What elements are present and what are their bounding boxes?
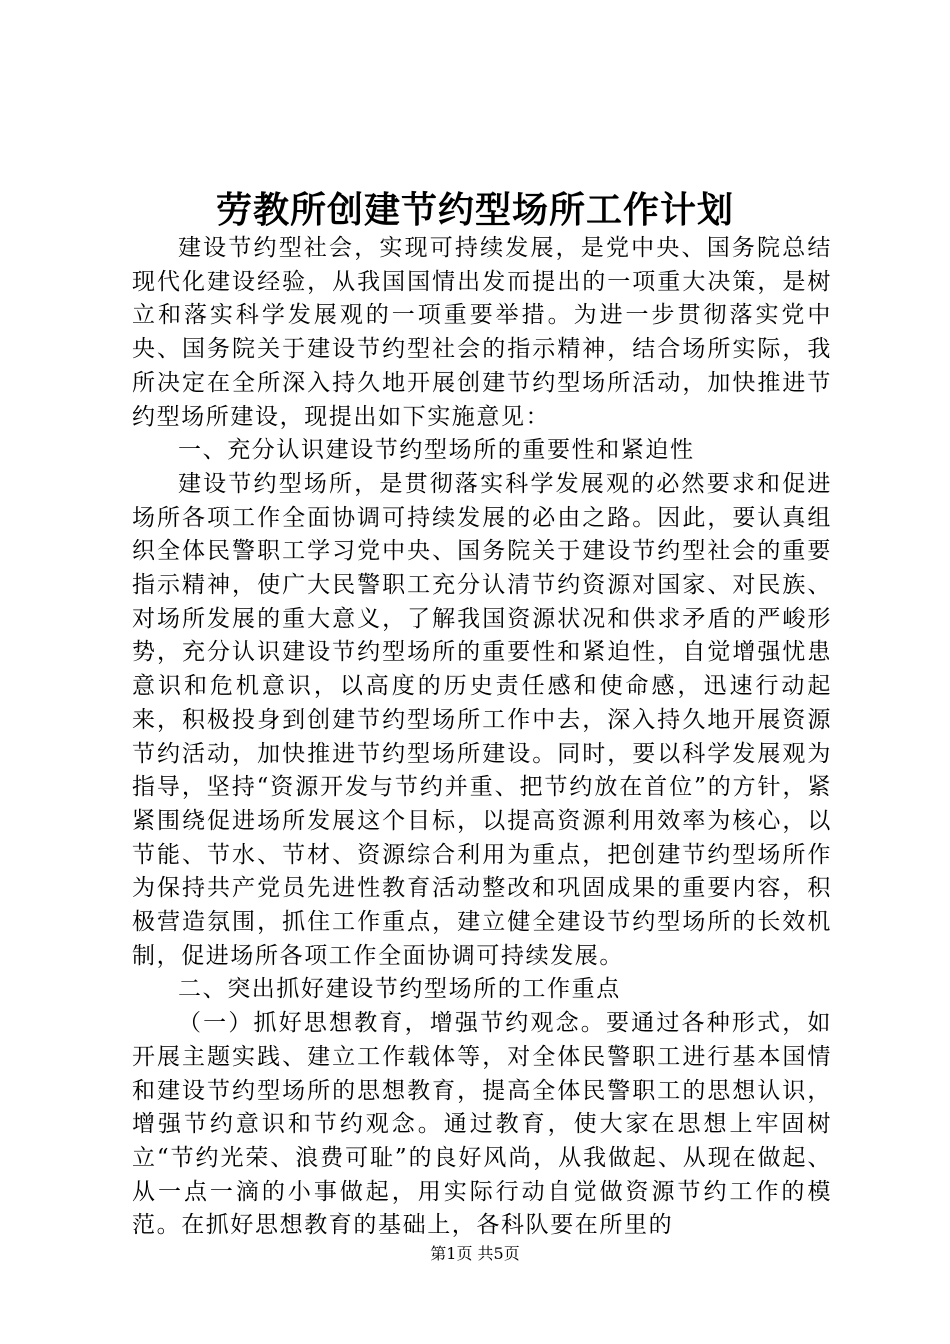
section-heading-1: 一、充分认识建设节约型场所的重要性和紧迫性 bbox=[178, 437, 695, 464]
section-heading-2: 二、突出抓好建设节约型场所的工作重点 bbox=[178, 976, 621, 1003]
document-title: 劳教所创建节约型场所工作计划 bbox=[215, 189, 734, 231]
intro-paragraph: 建设节约型社会，实现可持续发展，是党中央、国务院总结现代化建设经验，从我国国情出发而提出的一项重大决策，是树立和落实科学发展观的一项重要举措。为进一步贯彻落实党中央、国务院关于建设节约型社会的指示精神，结合场所实际，我所决定在全所深入持久地开展创建节约型场所活动，加快推进节约型场所建设，现提出如下实施意见： bbox=[132, 235, 832, 430]
section-2-paragraph: （一）抓好思想教育，增强节约观念。要通过各种形式，如开展主题实践、建立工作载体等，对全体民警职工进行基本国情和建设节约型场所的思想教育，提高全体民警职工的思想认识，增强节约意识和节约观念。通过教育，使大家在思想上牢固树立“节约光荣、浪费可耻”的良好风尚，从我做起、从现在做起、从一点一滴的小事做起，用实际行动自觉做资源节约工作的模范。在抓好思想教育的基础上，各科队要在所里的 bbox=[132, 1010, 832, 1239]
section-1-paragraph: 建设节约型场所，是贯彻落实科学发展观的必然要求和促进场所各项工作全面协调可持续发展的必由之路。因此，要认真组织全体民警职工学习党中央、国务院关于建设节约型社会的重要指示精神，使广大民警职工充分认清节约资源对国家、对民族、对场所发展的重大意义，了解我国资源状况和供求矛盾的严峻形势，充分认识建设节约型场所的重要性和紧迫性，自觉增强忧患意识和危机意识，以高度的历史责任感和使命感，迅速行动起来，积极投身到创建节约型场所工作中去，深入持久地开展资源节约活动，加快推进节约型场所建设。同时，要以科学发展观为指导，坚持“资源开发与节约并重、把节约放在首位”的方针，紧紧围绕促进场所发展这个目标，以提高资源利用效率为核心，以节能、节水、节材、资源综合利用为重点，把创建节约型场所作为保持共产党员先进性教育活动整改和巩固成果的重要内容，积极营造氛围，抓住工作重点，建立健全建设节约型场所的长效机制，促进场所各项工作全面协调可持续发展。 bbox=[132, 470, 832, 969]
document-body bbox=[132, 232, 832, 1243]
page-footer: 第1页 共5页 bbox=[430, 1244, 520, 1263]
